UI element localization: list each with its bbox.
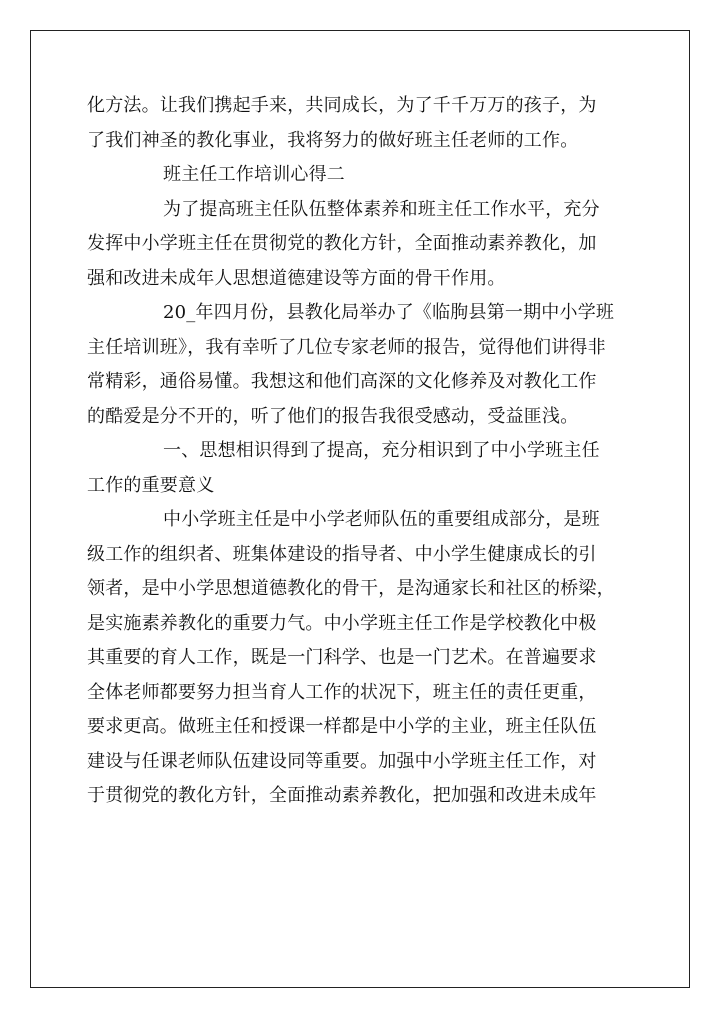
text-line-17: 其重要的育人工作，既是一门科学、也是一门艺术。在普遍要求	[87, 647, 597, 668]
text-line-8: 主任培训班》，我有幸听了几位专家老师的报告，觉得他们讲得非	[87, 336, 606, 358]
subheading-line-1: 一、思想相识得到了提高，充分相识到了中小学班主任	[163, 440, 600, 461]
text-line-7: 20_年四月份，县教化局举办了《临朐县第一期中小学班	[163, 302, 615, 323]
text-line-6: 强和改进未成年人思想道德建设等方面的骨干作用。	[87, 267, 506, 289]
text-line-14: 级工作的组织者、班集体建设的指导者、中小学生健康成长的引	[87, 543, 597, 565]
document-body	[87, 89, 635, 814]
text-line-16: 是实施素养教化的重要力气。中小学班主任工作是学校教化中极	[87, 612, 597, 634]
text-line-21: 于贯彻党的教化方针，全面推动素养教化，把加强和改进未成年	[87, 785, 597, 806]
text-line-13: 中小学班主任是中小学老师队伍的重要组成部分，是班	[163, 509, 600, 530]
text-line-2: 了我们神圣的教化事业，我将努力的做好班主任老师的工作。	[87, 129, 579, 151]
text-line-19: 要求更高。做班主任和授课一样都是中小学的主业，班主任队伍	[87, 716, 597, 737]
text-line-9: 常精彩，通俗易懂。我想这和他们高深的文化修养及对教化工作	[87, 371, 597, 392]
text-line-5: 发挥中小学班主任在贯彻党的教化方针，全面推动素养教化，加	[87, 233, 597, 254]
text-line-18: 全体老师都要努力担当育人工作的状况下，班主任的责任更重，	[87, 681, 597, 703]
text-line-10: 的酷爱是分不开的，听了他们的报告我很受感动，受益匪浅。	[87, 405, 579, 427]
text-line-4: 为了提高班主任队伍整体素养和班主任工作水平，充分	[163, 198, 600, 220]
text-line-1: 化方法。让我们携起手来，共同成长，为了千千万万的孩子，为	[87, 95, 597, 116]
section-heading: 班主任工作培训心得二	[163, 164, 345, 185]
text-line-15: 领者，是中小学思想道德教化的骨干，是沟通家长和社区的桥梁，	[87, 578, 615, 599]
subheading-line-2: 工作的重要意义	[87, 474, 215, 496]
text-line-20: 建设与任课老师队伍建设同等重要。加强中小学班主任工作，对	[87, 750, 597, 772]
